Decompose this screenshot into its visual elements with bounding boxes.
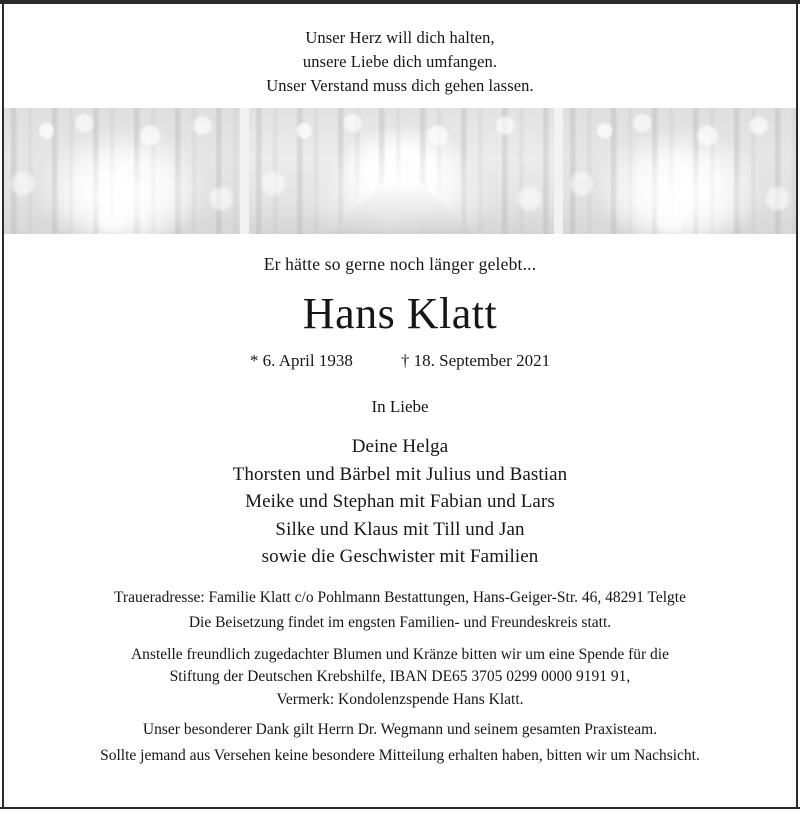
footer-block xyxy=(4,587,796,768)
photo-panel-gap-2 xyxy=(554,108,563,234)
poem-line-1: Unser Herz will dich halten, xyxy=(305,28,495,47)
burial-note: Die Beisetzung findet im engsten Familien- und Freundeskreis statt. xyxy=(188,614,612,632)
family-line-5: sowie die Geschwister mit Familien xyxy=(261,546,539,568)
poem-line-3: Unser Verstand muss dich gehen lassen. xyxy=(266,76,534,95)
deceased-name: Hans Klatt xyxy=(302,289,498,338)
poem-line-2: unsere Liebe dich umfangen. xyxy=(302,52,498,71)
mourning-address: Traueradresse: Familie Klatt c/o Pohlmann Bestattungen, Hans-Geiger-Str. 46, 48291 Telgte xyxy=(113,588,686,606)
lead-text: Er hätte so gerne noch länger gelebt... xyxy=(263,254,537,274)
family-line-3: Meike und Stephan mit Fabian und Lars xyxy=(245,491,555,513)
frame-border-bottom xyxy=(0,807,800,809)
forest-photo-band xyxy=(4,108,796,234)
photo-panel-left xyxy=(4,108,240,234)
apology-note: Sollte jemand aus Versehen keine besondere Mitteilung erhalten haben, bitten wir um Nachsicht. xyxy=(100,746,700,764)
family-line-1: Deine Helga xyxy=(351,436,449,458)
life-dates xyxy=(4,351,796,371)
frame-border-right xyxy=(796,0,798,809)
family-line-4: Silke und Klaus mit Till und Jan xyxy=(275,518,525,540)
poem-block xyxy=(0,26,800,98)
birth-date: * 6. April 1938 xyxy=(249,351,353,371)
photo-panel-right xyxy=(563,108,796,234)
photo-panel-gap-1 xyxy=(240,108,249,234)
forest-image-right xyxy=(563,108,796,234)
donation-reference-line: Vermerk: Kondolenzspende Hans Klatt. xyxy=(276,690,524,708)
frame-border-top xyxy=(0,0,800,4)
family-block xyxy=(4,433,796,571)
photo-panel-center xyxy=(249,108,554,234)
donation-iban-line: Stiftung der Deutschen Krebshilfe, IBAN DE65 3705 0299 0000 9191 91, xyxy=(169,668,631,686)
donation-line-1: Anstelle freundlich zugedachter Blumen und Kränze bitten wir um eine Spende für die xyxy=(130,645,669,663)
thanks-note: Unser besonderer Dank gilt Herrn Dr. Wegmann und seinem gesamten Praxisteam. xyxy=(142,721,658,739)
death-date: † 18. September 2021 xyxy=(400,351,551,371)
memorial-content xyxy=(4,234,796,767)
family-line-2: Thorsten und Bärbel mit Julius und Bastian xyxy=(232,463,568,485)
closing-salutation: In Liebe xyxy=(371,397,429,417)
forest-image-left xyxy=(4,108,240,234)
